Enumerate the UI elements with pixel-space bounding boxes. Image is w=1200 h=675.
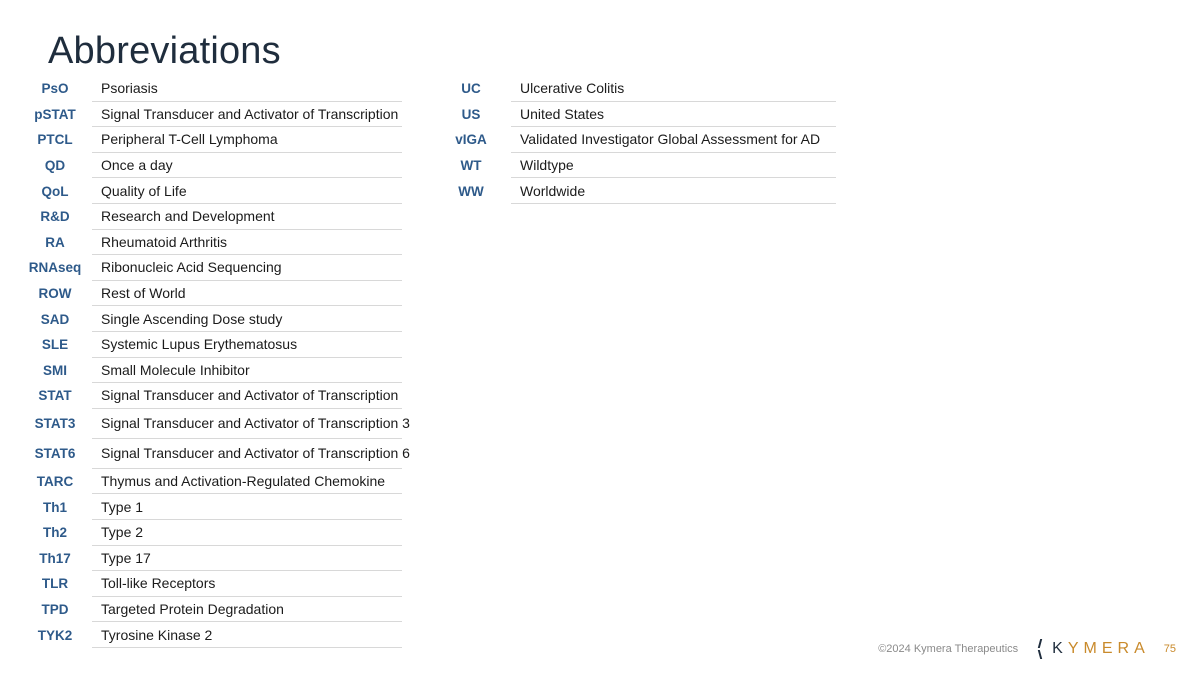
abbreviation-term: SLE: [41, 337, 69, 353]
abbreviation-term: WW: [458, 183, 484, 199]
table-row: [18, 281, 402, 307]
abbreviation-term: STAT: [38, 388, 72, 404]
abbreviation-definition: Thymus and Activation-Regulated Chemokine: [92, 469, 402, 495]
abbreviation-term: WT: [460, 158, 482, 174]
abbreviation-definition: Worldwide: [511, 178, 836, 204]
abbreviation-definition: Rest of World: [92, 281, 402, 307]
abbreviation-term: SMI: [42, 362, 67, 378]
table-row: [18, 102, 402, 128]
abbreviation-term: TYK2: [37, 627, 73, 643]
abbreviation-term: SAD: [40, 311, 70, 327]
abbreviation-term: vIGA: [455, 132, 487, 148]
abbreviation-term: TLR: [41, 576, 69, 592]
logo-wordmark: [1052, 640, 1150, 658]
table-row: [18, 469, 402, 495]
abbreviation-definition: Signal Transducer and Activator of Transcription: [92, 102, 402, 128]
page-title: Abbreviations: [48, 30, 281, 72]
table-row: [18, 439, 410, 469]
abbreviation-term: Th2: [42, 525, 67, 541]
abbreviation-definition: Signal Transducer and Activator of Transcription 6: [92, 439, 402, 469]
table-row: [18, 383, 402, 409]
table-row: [18, 409, 410, 439]
table-row: [18, 178, 402, 204]
table-row: [18, 622, 402, 648]
abbreviation-term: STAT6: [34, 446, 76, 462]
abbreviation-definition: Rheumatoid Arthritis: [92, 230, 402, 256]
table-row: [18, 153, 402, 179]
abbreviation-term: RNAseq: [28, 260, 82, 276]
abbreviation-definition: Single Ascending Dose study: [92, 306, 402, 332]
abbreviation-definition: Type 2: [92, 520, 402, 546]
abbreviation-definition: Research and Development: [92, 204, 402, 230]
table-row: [18, 332, 402, 358]
table-row: [440, 178, 836, 204]
abbreviation-definition: Targeted Protein Degradation: [92, 597, 402, 623]
abbreviation-term: pSTAT: [34, 106, 76, 122]
abbreviation-term: Th17: [39, 550, 71, 566]
abbreviation-definition: Validated Investigator Global Assessment for AD: [511, 127, 836, 153]
abbreviation-term: R&D: [40, 209, 70, 225]
abbreviation-definition: Ribonucleic Acid Sequencing: [92, 255, 402, 281]
table-row: [18, 571, 402, 597]
abbreviation-term: QoL: [41, 183, 69, 199]
table-row: [18, 546, 402, 572]
page-number: 75: [1163, 643, 1176, 655]
table-row: [18, 520, 402, 546]
abbreviation-definition: Toll-like Receptors: [92, 571, 402, 597]
abbreviation-term: US: [461, 106, 481, 122]
abbreviation-definition: Ulcerative Colitis: [511, 76, 836, 102]
abbreviation-definition: Psoriasis: [92, 76, 402, 102]
table-row: [18, 306, 402, 332]
abbreviation-term: STAT3: [34, 416, 76, 432]
abbreviation-definition: Systemic Lupus Erythematosus: [92, 332, 402, 358]
abbreviation-definition: Signal Transducer and Activator of Transcription 3: [92, 409, 402, 439]
table-row: [18, 230, 402, 256]
abbreviation-term: Th1: [42, 499, 67, 515]
table-row: [18, 127, 402, 153]
abbreviation-term: QD: [44, 158, 66, 174]
table-row: [440, 153, 836, 179]
table-row: [18, 494, 402, 520]
abbreviation-term: TPD: [41, 601, 69, 617]
abbreviation-term: TARC: [36, 474, 74, 490]
abbreviation-definition: Tyrosine Kinase 2: [92, 622, 402, 648]
footer: [878, 637, 1200, 661]
abbreviation-definition: Signal Transducer and Activator of Transcription: [92, 383, 402, 409]
table-row: [18, 597, 402, 623]
abbreviation-definition: Peripheral T-Cell Lymphoma: [92, 127, 402, 153]
abbreviation-term: UC: [461, 81, 481, 97]
abbreviation-definition: United States: [511, 102, 836, 128]
logo-letter-k: K: [1052, 640, 1068, 657]
abbreviation-definition: Type 1: [92, 494, 402, 520]
abbreviations-table-left: [18, 76, 410, 648]
table-row: [440, 76, 836, 102]
abbreviation-term: PTCL: [37, 132, 73, 148]
logo-letters: YMERA: [1067, 640, 1150, 657]
abbreviation-definition: Quality of Life: [92, 178, 402, 204]
copyright-text: ©2024 Kymera Therapeutics: [878, 643, 1019, 655]
abbreviation-definition: Wildtype: [511, 153, 836, 179]
abbreviation-definition: Type 17: [92, 546, 402, 572]
abbreviation-definition: Small Molecule Inhibitor: [92, 358, 402, 384]
table-row: [18, 204, 402, 230]
kymera-logo: [1038, 639, 1150, 659]
table-row: [18, 76, 402, 102]
abbreviation-definition: Once a day: [92, 153, 402, 179]
table-row: [18, 255, 402, 281]
logo-mark-icon: [1038, 639, 1048, 659]
table-row: [440, 102, 836, 128]
abbreviation-term: RA: [45, 234, 65, 250]
table-row: [440, 127, 836, 153]
table-row: [18, 358, 402, 384]
abbreviation-term: PsO: [41, 81, 69, 97]
abbreviations-table-right: [440, 76, 836, 204]
abbreviation-term: ROW: [38, 286, 72, 302]
